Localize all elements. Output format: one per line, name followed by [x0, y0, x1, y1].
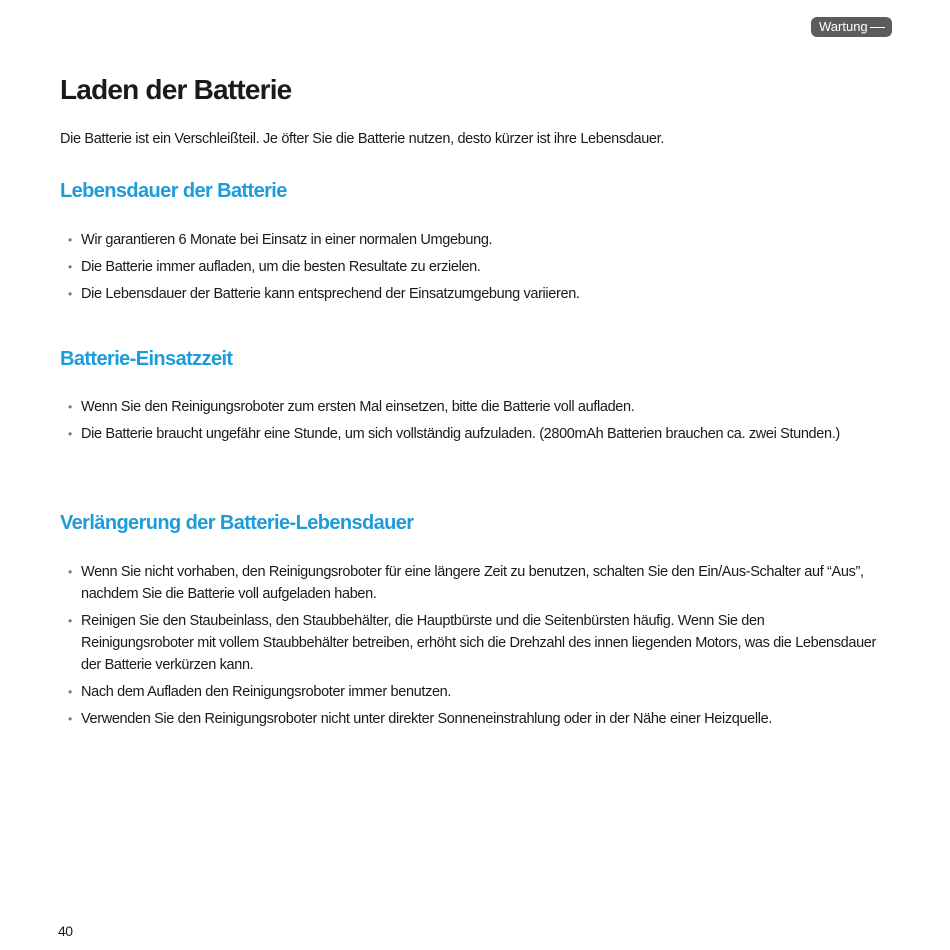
- list-item: • Die Batterie braucht ungefähr eine Stunde, um sich vollständig aufzuladen. (2800mAh Batterien brauchen ca. zwei Stunden.): [68, 423, 878, 445]
- list-item: • Wir garantieren 6 Monate bei Einsatz in einer normalen Umgebung.: [68, 229, 878, 251]
- section-tag-dash: [870, 27, 885, 28]
- list-item: • Die Lebensdauer der Batterie kann entsprechend der Einsatzumgebung variieren.: [68, 283, 878, 305]
- list-lebensdauer: [68, 229, 878, 310]
- list-item: • Reinigen Sie den Staubeinlass, den Staubbehälter, die Hauptbürste und die Seitenbürsten häufig. Wenn Sie den Reinigungsroboter mit vollem Staubbehälter betreiben, erhöht sich die Drehzahl des innen liegenden Motors, was die Lebensdauer der Batterie verkürzen kann.: [68, 610, 878, 676]
- list-verlaengerung: [68, 561, 878, 735]
- list-einsatzzeit: [68, 396, 878, 450]
- page-number: 40: [58, 923, 73, 939]
- list-item: • Verwenden Sie den Reinigungsroboter nicht unter direkter Sonneneinstrahlung oder in der Nähe einer Heizquelle.: [68, 708, 878, 730]
- section-title-einsatzzeit: Batterie-Einsatzzeit: [60, 348, 233, 370]
- list-item: • Wenn Sie den Reinigungsroboter zum ersten Mal einsetzen, bitte die Batterie voll aufladen.: [68, 396, 878, 418]
- list-item: • Wenn Sie nicht vorhaben, den Reinigungsroboter für eine längere Zeit zu benutzen, schalten Sie den Ein/Aus-Schalter auf “Aus”, nachdem Sie die Batterie voll aufgeladen haben.: [68, 561, 878, 605]
- page-title: Laden der Batterie: [60, 74, 292, 105]
- section-title-verlaengerung: Verlängerung der Batterie-Lebensdauer: [60, 512, 414, 534]
- intro-text: Die Batterie ist ein Verschleißteil. Je öfter Sie die Batterie nutzen, desto kürzer ist ihre Lebensdauer.: [60, 131, 665, 147]
- section-tag-label: Wartung: [819, 19, 868, 34]
- section-tag: [811, 17, 892, 37]
- list-item: • Nach dem Aufladen den Reinigungsroboter immer benutzen.: [68, 681, 878, 703]
- list-item: • Die Batterie immer aufladen, um die besten Resultate zu erzielen.: [68, 256, 878, 278]
- section-title-lebensdauer: Lebensdauer der Batterie: [60, 180, 287, 202]
